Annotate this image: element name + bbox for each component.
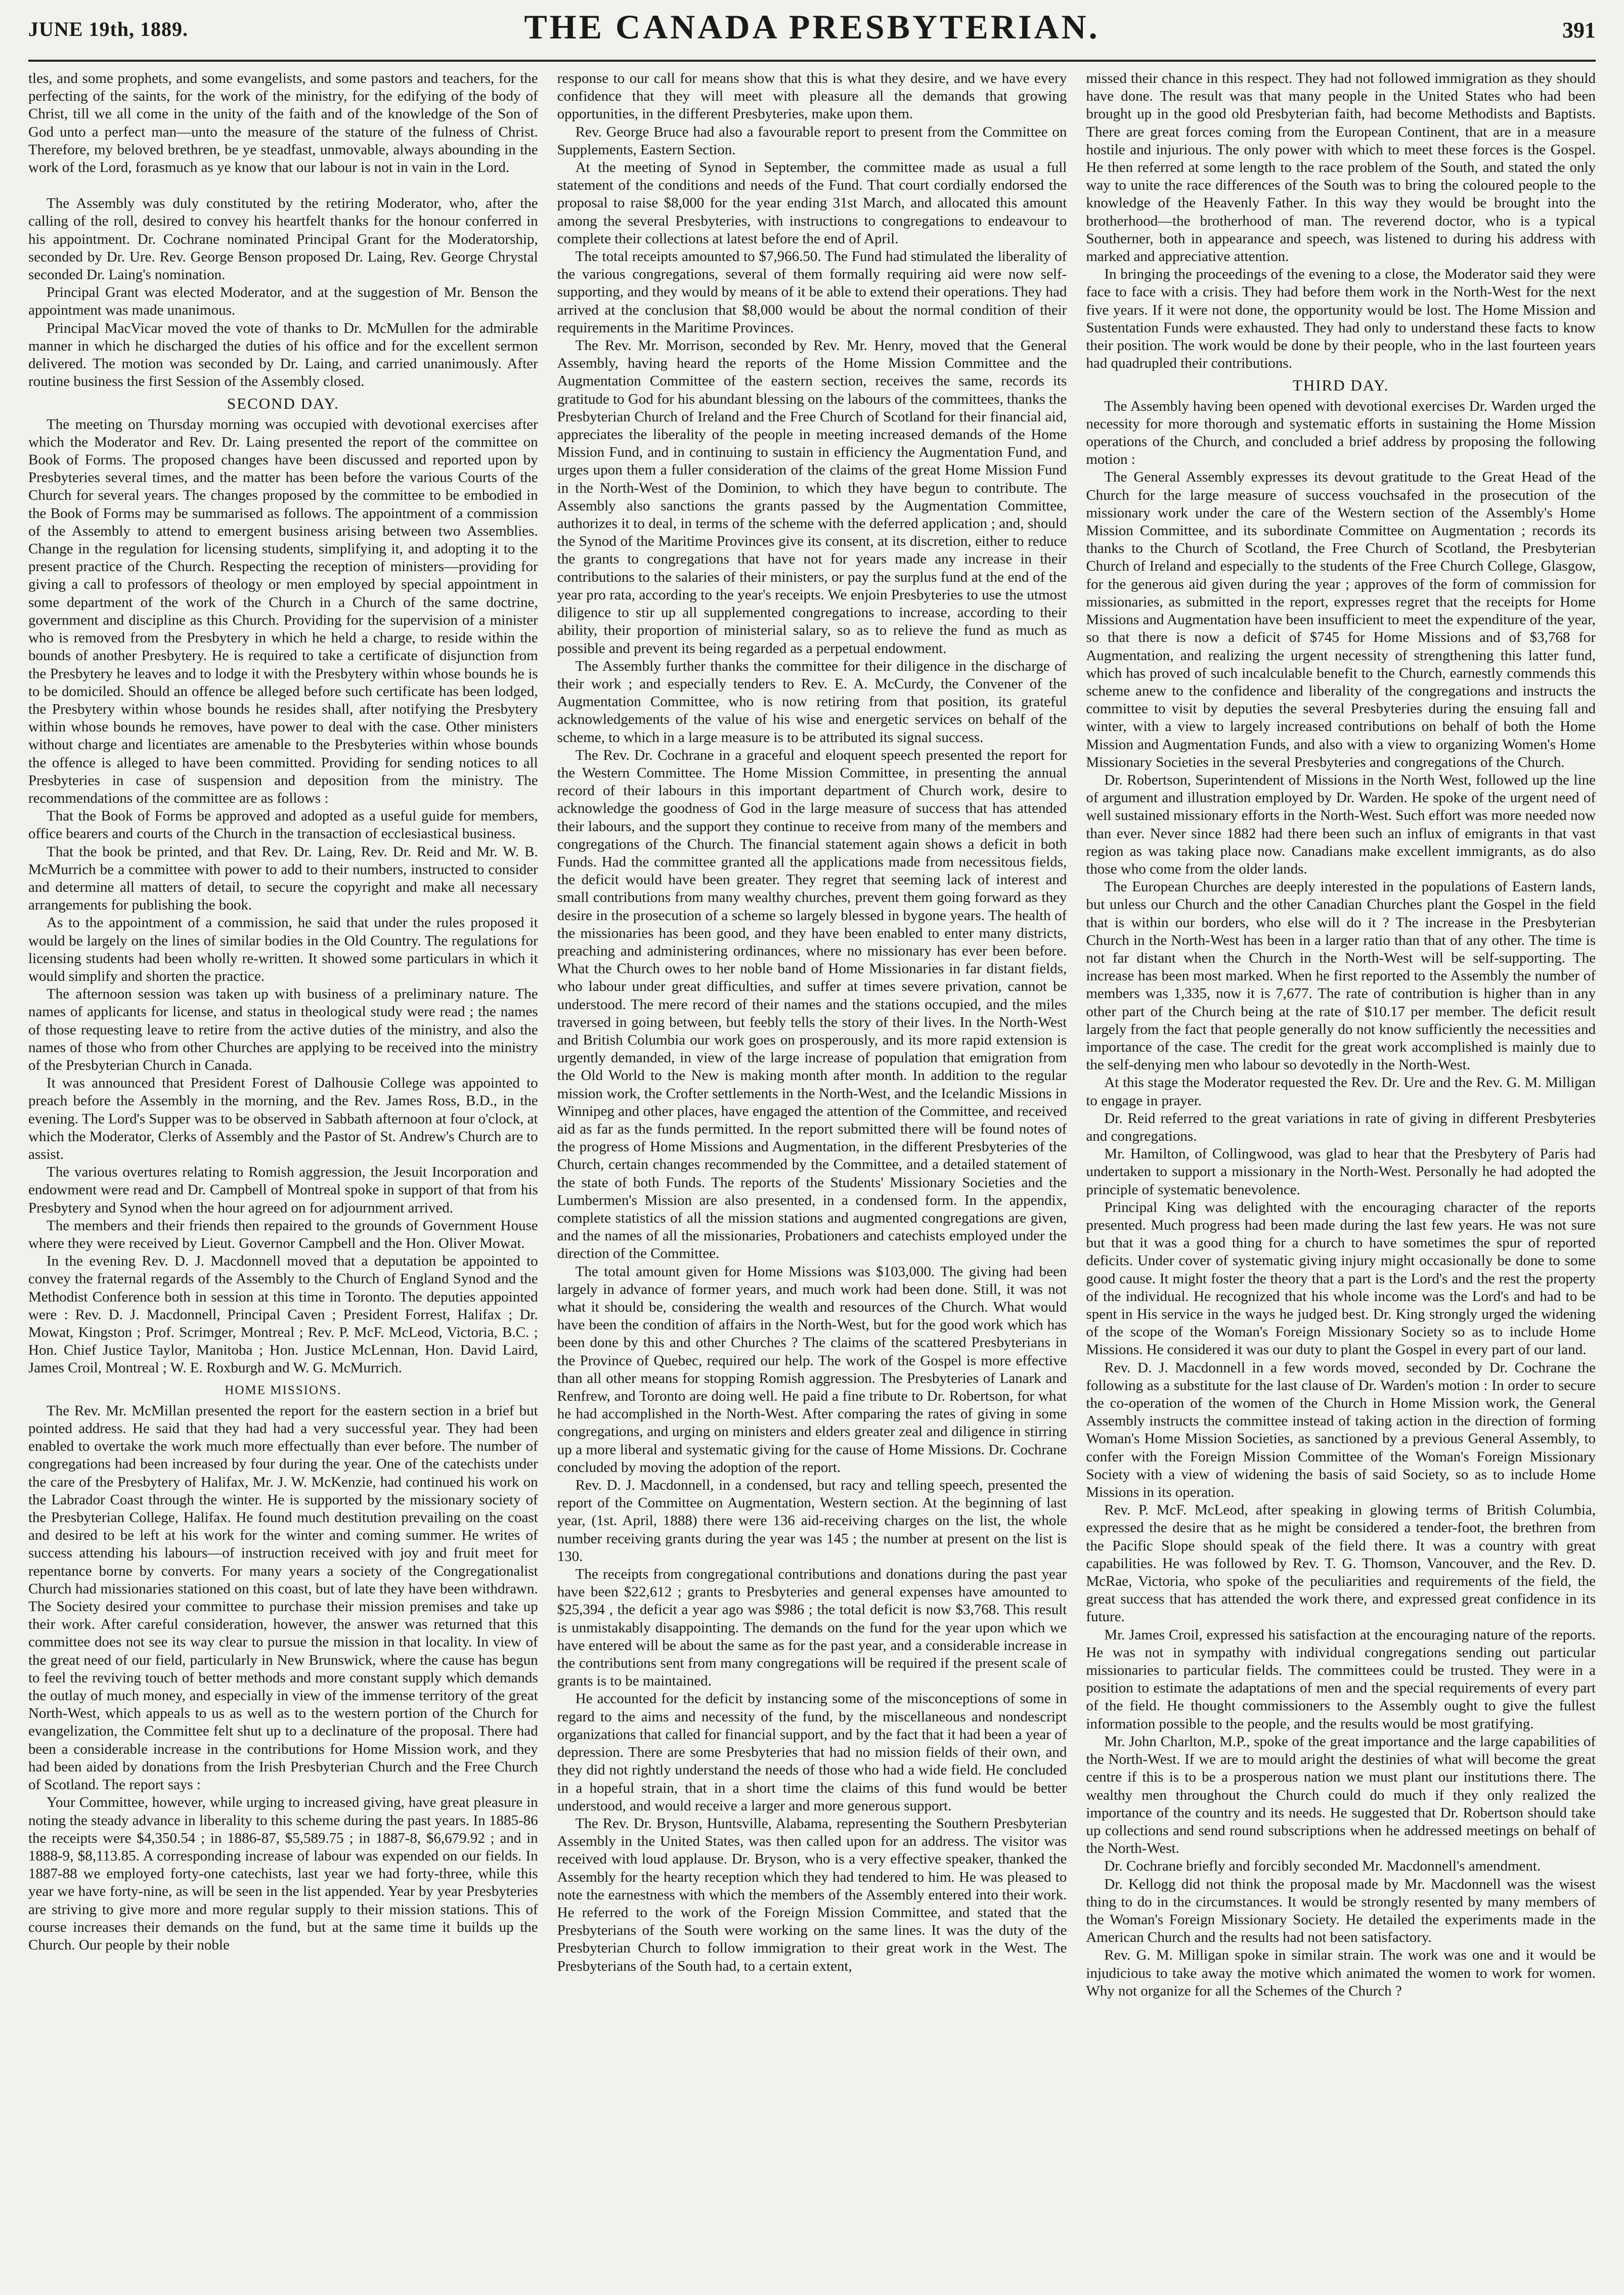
article-paragraph: The members and their friends then repaired to the grounds of Government House where they were received by Lieut. Governor Campbell and the Hon. Oliver Mowat. [28, 1217, 538, 1251]
article-paragraph: Dr. Kellogg did not think the proposal made by Mr. Macdonnell was the wisest thing to do in the circumstances. It would be strongly resented by many members of the Woman's Foreign Missionary Society. He detailed the experiments made in the American Church and the results had not been satisfactory. [1086, 1876, 1596, 1946]
section-heading: SECOND DAY. [227, 395, 339, 413]
article-paragraph: missed their chance in this respect. They had not followed immigration as they should have done. The result was that many people in the United States who had been brought up in the good old Presbyterian faith, had become Methodists and Baptists. There are great forces coming from the European Continent, that are in a measure hostile and injurious. The only power with which to meet these forces is the Gospel. He then referred at some length to the race problem of the South, and stated the only way to unite the race differences of the South was to bring the coloured people to the knowledge of the Heavenly Father. In this way they would be brought into the brotherhood—the brotherhood of man. The reverend doctor, who is a typical Southerner, both in appearance and speech, was listened to during his address with marked and appreciative attention. [1086, 70, 1596, 265]
article-columns [28, 70, 1596, 2289]
article-paragraph: At this stage the Moderator requested the Rev. Dr. Ure and the Rev. G. M. Milligan to engage in prayer. [1086, 1074, 1596, 1109]
article-paragraph: Rev. George Bruce had also a favourable report to present from the Committee on Supplements, Eastern Section. [557, 123, 1067, 158]
article-paragraph: tles, and some prophets, and some evangelists, and some pastors and teachers, for the perfecting of the saints, for the work of the ministry, for the edifying of the body of Christ, till we all come in the unity of the faith and of the knowledge of the Son of God unto a perfect man—unto the measure of the stature of the fulness of Christ. Therefore, my beloved brethren, be ye steadfast, unmovable, always abounding in the work of the Lord, forasmuch as ye know that our labour is not in vain in the Lord. [28, 70, 538, 176]
section-heading: THIRD DAY. [1292, 376, 1389, 395]
header-rule [28, 60, 1596, 62]
article-paragraph: Rev. P. McF. McLeod, after speaking in glowing terms of British Columbia, expressed the desire that as he might be considered a tender-foot, the brethren from the Pacific Slope should speak of the field there. It was a country with great capabilities. He was followed by Rev. T. G. Thomson, Vancouver, and the Rev. D. McRae, Victoria, who spoke of the peculiarities and requirements of the field, the great success that has attended the work there, and expressed great confidence in its future. [1086, 1502, 1596, 1625]
text-column-2 [557, 70, 1067, 2289]
article-paragraph: The various overtures relating to Romish aggression, the Jesuit Incorporation and endowment were read and Dr. Campbell of Montreal spoke in support of that from his Presbytery and Synod when the hour agreed on for adjournment arrived. [28, 1164, 538, 1216]
article-paragraph: Principal Grant was elected Moderator, and at the suggestion of Mr. Benson the appointment was made unanimous. [28, 284, 538, 319]
article-paragraph: The receipts from congregational contributions and donations during the past year have been $22,612 ; grants to Presbyteries and general expenses have amounted to $25,394 , the deficit a year ago was $986 ; the total deficit is now $3,768. This result is unmistakably disappointing. The demands on the fund for the year upon which we have entered will be about the same as for the past year, and a considerable increase in the contributions sent from many congregations will be required if the present scale of grants is to be maintained. [557, 1566, 1067, 1690]
subsection-heading: HOME MISSIONS. [225, 1383, 342, 1397]
article-paragraph: Mr. Hamilton, of Collingwood, was glad to hear that the Presbytery of Paris had undertaken to support a missionary in the North-West. Personally he had adopted the principle of systematic benevolence. [1086, 1146, 1596, 1198]
article-paragraph: Rev. D. J. Macdonnell in a few words moved, seconded by Dr. Cochrane the following as a substitute for the last clause of Dr. Warden's motion : In order to secure the co-operation of the women of the Church in Home Mission work, the General Assembly instructs the committee instead of taking action in the direction of forming Woman's Home Mission Societies, as sanctioned by a previous General Assembly, to confer with the Foreign Mission Committee of the Woman's Foreign Missionary Society with a view of widening the basis of said Society, so as to include Home Missions in its operation. [1086, 1359, 1596, 1501]
article-paragraph: The European Churches are deeply interested in the populations of Eastern lands, but unless our Church and the other Canadian Churches plant the Gospel in the field that is within our borders, who else will do it ? The increase in the Presbyterian Church in the North-West has been in a larger ratio than that of any other. The time is not far distant when the Church in the North-West will be self-supporting. The increase has been most marked. When he first reported to the Assembly the number of members was 1,335, now it is 7,677. The rate of contribution is higher than in any other part of the Church being at the rate of $10.17 per member. The deficit result largely from the fact that people generally do not know sufficiently the necessities and importance of the case. The credit for the great work accomplished is mainly due to the self-denying men who labour so devotedly in the North-West. [1086, 879, 1596, 1073]
article-paragraph: The Assembly was duly constituted by the retiring Moderator, who, after the calling of the roll, desired to convey his heartfelt thanks for the honour conferred in his appointment. Dr. Cochrane nominated Principal Grant for the Moderatorship, seconded by Dr. Ure. Rev. George Benson proposed Dr. Laing, Rev. George Chrystal seconded Dr. Laing's nomination. [28, 195, 538, 283]
article-paragraph: That the book be printed, and that Rev. Dr. Laing, Rev. Dr. Reid and Mr. W. B. McMurrich be a committee with power to add to their numbers, instructed to consider and determine all matters of detail, to secure the copyright and make all necessary arrangements for publishing the book. [28, 843, 538, 914]
article-paragraph: He accounted for the deficit by instancing some of the misconceptions of some in regard to the aims and necessity of the fund, by the miscellaneous and nondescript organizations that called for financial support, and by the fact that it had been a year of depression. There are some Presbyteries that had no mission fields of their own, and they did not rightly understand the needs of those who had a wide field. He concluded in a hopeful strain, that in a short time the claims of this fund would be better understood, and would receive a larger and more generous support. [557, 1691, 1067, 1814]
article-paragraph: Rev. D. J. Macdonnell, in a condensed, but racy and telling speech, presented the report of the Committee on Augmentation, Western section. At the beginning of last year, (1st. April, 1888) there were 136 aid-receiving charges on the list, the whole number receiving grants during the year was 145 ; the number at present on the list is 130. [557, 1477, 1067, 1565]
article-paragraph: The Rev. Dr. Cochrane in a graceful and eloquent speech presented the report for the Western Committee. The Home Mission Committee, in presenting the annual record of their labours in this important department of Church work, desire to acknowledge the goodness of God in the large measure of success that has attended their labours, and the support they continue to receive from many of the members and congregations of the Church. The financial statement again shows a deficit in both Funds. Had the committee granted all the applications made from necessitous fields, the deficit would have been greater. They regret that seeming lack of interest and small contributions from many wealthy churches, prevent them going forward as they desire in the prosecution of a scheme so largely blessed in bygone years. The health of the missionaries has been good, and they have been enabled to enter many districts, preaching and administering ordinances, where no missionary has ever been before. What the Church owes to her noble band of Home Missionaries in far distant fields, who labour under great difficulties, and suffer at times severe privation, cannot be understood. The mere record of their names and the stations occupied, and the miles traversed in going between, but feebly tells the story of their lives. In the North-West and British Columbia our work goes on prosperously, and its more rapid extension is urgently demanded, in view of the large increase of population that emigration from the Old World to the New is making month after month. In addition to the regular mission work, the Crofter settlements in the North-West, and the Icelandic Missions in Winnipeg and other places, have engaged the attention of the Committee, and received aid as far as the funds permitted. In the report submitted there will be found notes of the progress of Home Missions and Augmentation, in the different Presbyteries of the Church, certain changes recommended by the Committee, and a detailed statement of the state of both Funds. The reports of the Students' Missionary Societies and the Lumbermen's Mission are also presented, in a condensed form. In the appendix, complete statistics of all the mission stations and augmented congregations are given, and the names of all the missionaries, Probationers and catechists employed under the direction of the Committee. [557, 747, 1067, 1262]
article-paragraph: The afternoon session was taken up with business of a preliminary nature. The names of applicants for license, and status in theological study were read ; the names of those requesting leave to retire from the active duties of the ministry, and also the names of those who from other Churches are applying to be received into the ministry of the Presbyterian Church in Canada. [28, 986, 538, 1073]
article-paragraph: The Rev. Mr. McMillan presented the report for the eastern section in a brief but pointed address. He said that they had had a very successful year. They had been enabled to overtake the work much more effectually than ever before. The number of congregations had been increased by four during the year. One of the catechists under the care of the Presbytery of Halifax, Mr. J. W. McKenzie, had continued his work on the Labrador Coast through the winter. He is supported by the missionary society of the Presbyterian College, Halifax. He found much destitution prevailing on the coast and desired to be left at his work for the winter and coming summer. He writes of success attending his labours—of instruction received with joy and fruit meet for repentance borne by converts. For many years a society of the Congregationalist Church had missionaries stationed on this coast, but of late they have been withdrawn. The Society desired your committee to purchase their mission premises and take up their work. After careful consideration, however, the answer was returned that this committee does not see its way clear to pursue the mission in that locality. In view of the great need of our field, particularly in New Brunswick, where the cause has begun to feel the reviving touch of better methods and more constant supply which demands the outlay of much money, and especially in view of the immense territory of the great North-West, which appeals to us as well as to the western portion of the Church for evangelization, the Committee felt shut up to a declinature of the proposal. There had been a considerable increase in the contributions for Home Mission work, and they had been aided by donations from the Irish Presbyterian Church and the Free Church of Scotland. The report says : [28, 1402, 538, 1793]
article-paragraph: Dr. Cochrane briefly and forcibly seconded Mr. Macdonnell's amendment. [1104, 1858, 1541, 1875]
article-paragraph: Rev. G. M. Milligan spoke in similar strain. The work was one and it would be injudicious to take away the motive which animated the women to work for women. Why not organize for all the Schemes of the Church ? [1086, 1947, 1596, 1999]
text-column-1 [28, 70, 538, 2289]
issue-date: JUNE 19th, 1889. [28, 18, 189, 40]
text-column-3 [1086, 70, 1596, 2289]
masthead [28, 0, 1596, 61]
article-paragraph: Mr. James Croil, expressed his satisfaction at the encouraging nature of the reports. He was not in sympathy with individual congregations sending out particular missionaries to particular fields. The committees could be trusted. They were in a position to estimate the adaptations of men and the special requirements of every part of the field. He thought commissioners to the Assembly ought to give the fullest information possible to the people, and the results would be most gratifying. [1086, 1626, 1596, 1732]
article-paragraph: Principal MacVicar moved the vote of thanks to Dr. McMullen for the admirable manner in which he discharged the duties of his office and for the excellent sermon delivered. The motion was seconded by Dr. Laing, and carried unanimously. After routine business the first Session of the Assembly closed. [28, 320, 538, 390]
article-paragraph: Dr. Robertson, Superintendent of Missions in the North West, followed up the line of argument and illustration employed by Dr. Warden. He spoke of the urgent need of well sustained missionary efforts in the North-West. Such effort was more needed now than ever. Never since 1882 had there been such an influx of emigrants in that vast region as was taking place now. Canadians make excellent immigrants, as do also those who come from the older lands. [1086, 771, 1596, 877]
article-paragraph: The total amount given for Home Missions was $103,000. The giving had been largely in advance of former years, and much work had been done. Still, it was not what it should be, considering the wealth and resources of the Church. What would have been the condition of affairs in the North-West, but for the good work which has been done by this and other Churches ? The claims of the scattered Presbyterians in the Province of Quebec, required our help. The work of the Gospel is more effective than all other means for stopping Romish aggression. The Presbyteries of Lanark and Renfrew, and Toronto are doing well. He paid a fine tribute to Dr. Robertson, for what he had accomplished in the North-West. After comparing the rates of giving in some congregations, and urging on ministers and elders greater zeal and diligence in stirring up a more liberal and systematic giving for the cause of Home Missions. Dr. Cochrane concluded by moving the adoption of the report. [557, 1263, 1067, 1476]
article-paragraph: Principal King was delighted with the encouraging character of the reports presented. Much progress had been made during the last few years. He was not sure but that it was a good thing for a church to have sometimes the spur of reported deficits. Under cover of systematic giving injury might occasionally be done to some good cause. It might foster the theory that a part is the Lord's and the rest the property of the individual. He recognized that his whole income was the Lord's and had to be spent in His service in the ways he judged best. Dr. King strongly urged the widening of the scope of the Woman's Foreign Missionary Society so as to include Home Missions. He considered it was our duty to plant the Gospel in every part of our land. [1086, 1199, 1596, 1358]
article-paragraph: In bringing the proceedings of the evening to a close, the Moderator said they were face to face with a crisis. They had before them work in the North-West for the next five years. If it were not done, the opportunity would be lost. The Home Mission and Sustentation Funds were exhausted. They had only to understand these facts to know their position. The work would be done by their people, who in the last fourteen years had quadrupled their contributions. [1086, 266, 1596, 372]
article-paragraph: It was announced that President Forest of Dalhousie College was appointed to preach before the Assembly in the morning, and the Rev. James Ross, B.D., in the evening. The Lord's Supper was to be observed in Sabbath afternoon at four o'clock, at which the Moderator, Clerks of Assembly and the Pastor of St. Andrew's Church are to assist. [28, 1075, 538, 1162]
article-paragraph: The Assembly having been opened with devotional exercises Dr. Warden urged the necessity for more thorough and systematic efforts in sustaining the Home Mission operations of the Church, and concluded a brief address by proposing the following motion : [1086, 398, 1596, 468]
article-paragraph: Dr. Reid referred to the great variations in rate of giving in different Presbyteries and congregations. [1086, 1110, 1596, 1144]
article-paragraph: In the evening Rev. D. J. Macdonnell moved that a deputation be appointed to convey the fraternal regards of the Assembly to the Church of England Synod and the Methodist Conference both in session at this time in Toronto. The deputies appointed were : Rev. D. J. Macdonnell, Principal Caven ; President Forrest, Halifax ; Dr. Mowat, Kingston ; Prof. Scrimger, Montreal ; Rev. P. McF. McLeod, Victoria, B.C. ; Hon. Chief Justice Taylor, Manitoba ; Hon. Justice McLennan, Hon. David Laird, James Croil, Montreal ; W. E. Roxburgh and W. G. McMurrich. [28, 1253, 538, 1376]
page-number: 391 [1562, 18, 1596, 42]
article-paragraph: The Assembly further thanks the committee for their diligence in the discharge of their work ; and especially tenders to Rev. E. A. McCurdy, the Convener of the Augmentation Committee, who is now retiring from that position, its grateful acknowledgements of the value of his wise and energetic services on behalf of the scheme, to which in a large measure is to be attributed its signal success. [557, 658, 1067, 746]
article-paragraph: That the Book of Forms be approved and adopted as a useful guide for members, office bearers and courts of the Church in the transaction of ecclesiastical business. [28, 808, 538, 842]
article-paragraph: The Rev. Mr. Morrison, seconded by Rev. Mr. Henry, moved that the General Assembly, having heard the reports of the Home Mission Committee and the Augmentation Committee of the eastern section, receives the same, records its gratitude to God for his abundant blessing on the labours of the committees, thanks the Presbyterian Church of Ireland and the Free Church of Scotland for their financial aid, appreciates the liberality of the people in meeting increased demands of the Home Mission Fund, and in continuing to sustain in efficiency the Augmentation Fund, and urges upon them a fuller consideration of the claims of the great Home Mission Fund in the North-West of the Dominion, to which they have begun to contribute. The Assembly also sanctions the grants passed by the Augmentation Committee, authorizes it to deal, in terms of the scheme with the deferred application ; and, should the Synod of the Maritime Provinces give its consent, at its discretion, either to reduce the grants to congregations that have not for years made any increase in their contributions to the salaries of their ministers, or pay the surplus fund at the end of the year pro rata, according to the year's receipts. We enjoin Presbyteries to use the utmost diligence to stir up all supplemented congregations to increase, according to their ability, their proportion of ministerial salary, so as to relieve the fund as much as possible and prevent its being regarded as a perpetual endowment. [557, 337, 1067, 657]
article-paragraph: At the meeting of Synod in September, the committee made as usual a full statement of the conditions and needs of the Fund. That court cordially endorsed the proposal to raise $8,000 for the year ending 31st March, and allocated this amount among the several Presbyteries, with instructions to congregations to endeavour to complete their collections at latest before the end of April. [557, 159, 1067, 247]
article-paragraph: response to our call for means show that this is what they desire, and we have every confidence that they will meet with pleasure all the demands that growing opportunities, in the different Presbyteries, make upon them. [557, 70, 1067, 122]
section-separator [28, 177, 538, 195]
article-paragraph: As to the appointment of a commission, he said that under the rules proposed it would be largely on the lines of similar bodies in the Old Country. The regulations for licensing students had been wholly re-written. It showed some particulars in which it would simplify and shorten the practice. [28, 915, 538, 984]
article-paragraph: The total receipts amounted to $7,966.50. The Fund had stimulated the liberality of the various congregations, several of them formally requiring aid were now self-supporting, and they would by means of it be able to extend their operations. They had arrived at the conclusion that $8,000 would be about the normal condition of their requirements in the Maritime Provinces. [557, 248, 1067, 336]
article-paragraph: The General Assembly expresses its devout gratitude to the Great Head of the Church for the large measure of success vouchsafed in the prosecution of the missionary work under the care of the Western section of the Assembly's Home Mission Committee, and its subordinate Committee on Augmentation ; records its thanks to the Church of Scotland, the Free Church of Scotland, the Presbyterian Church of Ireland and especially to the students of the Free Church College, Glasgow, for the generous aid given during the year ; approves of the form of commission for missionaries, as submitted in the report, expresses regret that the receipts for Home Missions and Augmentation have been insufficient to meet the expenditure of the year, so that there is now a deficit of $745 for Home Missions and of $3,768 for Augmentation, and realizing the urgent necessity of strengthening this latter fund, which has proved of such incalculable benefit to the Church, earnestly commends this scheme anew to the confidence and liberality of the congregations and instructs the committee to visit by deputies the several Presbyteries during the ensuing fall and winter, with a view to largely increased contributions on behalf of both the Home Mission and Augmentation Funds, and also with a view to organizing Women's Home Missionary Societies in the several Presbyteries and congregations of the Church. [1086, 469, 1596, 770]
newspaper-title: THE CANADA PRESBYTERIAN. [524, 8, 1100, 46]
article-paragraph: Your Committee, however, while urging to increased giving, have great pleasure in noting the steady advance in liberality to this scheme during the past years. In 1885-86 the receipts were $4,350.54 ; in 1886-87, $5,589.75 ; in 1887-8, $6,679.92 ; and in 1888-9, $8,113.85. A corresponding increase of labour was expended on our fields. In 1887-88 we employed forty-one catechists, last year we had forty-three, while this year we have forty-nine, as will be seen in the list appended. Year by year Presbyteries are striving to give more and more regular supply to their mission stations. This of course increases their demands on the fund, but at the same time it builds up the Church. Our people by their noble [28, 1794, 538, 1953]
article-paragraph: Mr. John Charlton, M.P., spoke of the great importance and the large capabilities of the North-West. If we are to mould aright the destinies of what will become the great centre if this is to be a prosperous nation we must plant our institutions there. The wealthy men throughout the Church could do much if they only realized the importance of the country and its needs. He suggested that Dr. Robertson should take up collections and send round subscriptions when he addressed meetings on behalf of the North-West. [1086, 1733, 1596, 1857]
article-paragraph: The Rev. Dr. Bryson, Huntsville, Alabama, representing the Southern Presbyterian Assembly in the United States, was then called upon for an address. The visitor was received with loud applause. Dr. Bryson, who is a very effective speaker, thanked the Assembly for the hearty reception which they had tendered to him. He was pleased to note the earnestness with which the members of the Assembly entered into their work. He referred to the work of the Foreign Mission Committee, and stated that the Presbyterians of the South were working on the same lines. It was the duty of the Presbyterian Church to follow immigration to their great work in the West. The Presbyterians of the South had, to a certain extent, [557, 1815, 1067, 1974]
article-paragraph: The meeting on Thursday morning was occupied with devotional exercises after which the Moderator and Rev. Dr. Laing presented the report of the committee on Book of Forms. The proposed changes have been discussed and reported upon by Presbyteries several times, and the matter has been before the various Courts of the Church for several years. The changes proposed by the committee to be embodied in the Book of Forms may be summarised as follows. The appointment of a commission of the Assembly to attend to emergent business arising between two Assemblies. Change in the regulation for licensing students, simplifying it, and adopting it to the present practice of the Church. Respecting the reception of ministers—providing for giving a call to professors of theology or men employed by special appointment in some department of the work of the Church in a Church of the same doctrine, government and discipline as this Church. Providing for the supervision of a minister who is removed from the Presbytery in which he held a charge, to reside within the bounds of another Presbytery. He is required to take a certificate of disjunction from the Presbytery he leaves and to lodge it with the Presbytery within whose bounds he is to be domiciled. Should an offence be alleged before such certificate has been lodged, the Presbytery within whose bounds he resides shall, after notifying the Presbytery within whose bounds he removes, have power to deal with the case. Other ministers without charge and licentiates are amenable to the Presbyteries within whose bounds the offence is alleged to have been committed. Providing for sending notices to all Presbyteries in case of suspension and deposition from the ministry. The recommendations of the committee are as follows : [28, 416, 538, 806]
